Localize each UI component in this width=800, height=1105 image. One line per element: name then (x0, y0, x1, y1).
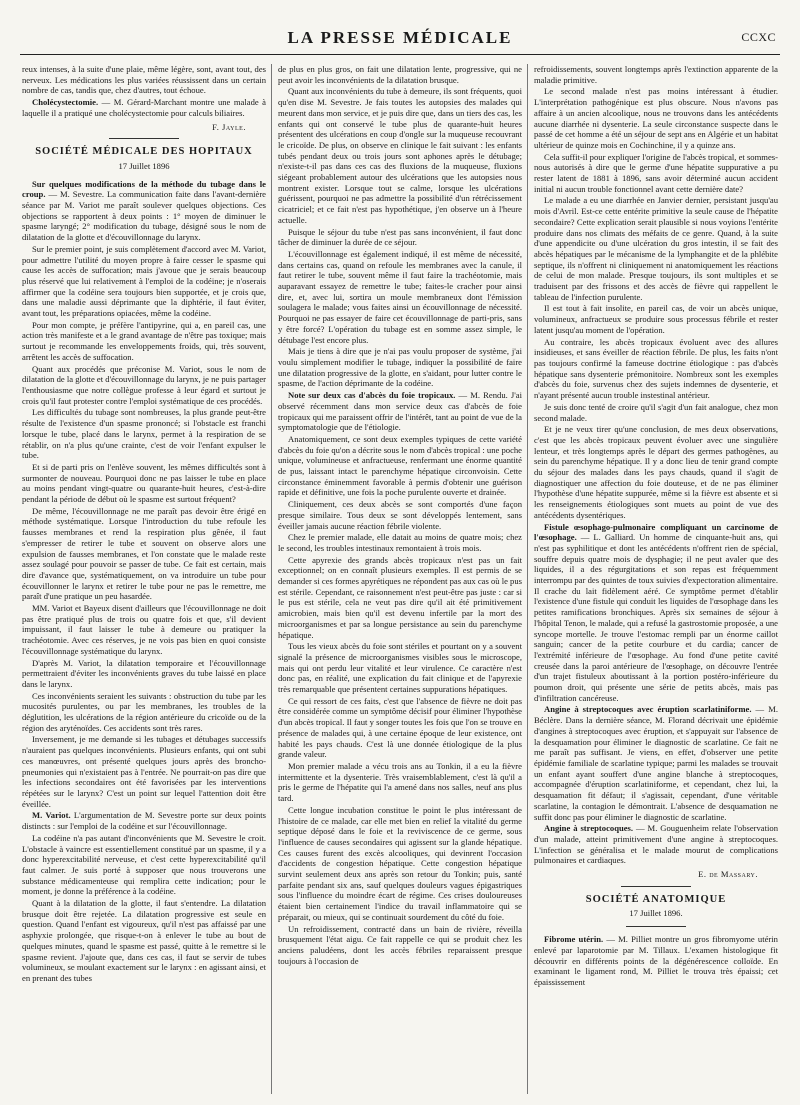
page-header (20, 28, 780, 54)
column-right (534, 64, 778, 1094)
paragraph: Les difficultés du tubage sont nombreuses, la plus grande peut-être résulte de l'existence d'un spasme prononcé; si l'obstacle est franchi lorsque le tube, placé dans le larynx, permet à la respiration de se rétablir, on n'a plus qu'une crainte, c'est de voir l'enfant expulser le tube. (22, 407, 266, 461)
article-text: L'argumentation de M. Sevestre porte sur deux points distincts : sur l'emploi de la codéine et sur l'écouvillonnage. (22, 810, 266, 832)
paragraph: Cela suffit-il pour expliquer l'origine de l'abcès tropical, et sommes-nous autorisés à dire que le germe d'une hépatite suppurative a pu rester latent de 1881 à 1896, sans avoir déterminé aucun accident initial ni aucun trouble fonctionnel avant cette dernière date? (534, 151, 778, 194)
paragraph: Mon premier malade a vécu trois ans au Tonkin, il a eu la fièvre intermittente et la dysenterie. Très vraisemblablement, c'est là qu'il a pris le germe de l'hépatite qui l'a amené dans nos salles, neuf ans plus tard. (278, 761, 522, 804)
article-text: — L. Galliard. Un homme de cinquante-huit ans, qui n'est pas syphilitique et dont les antécédents n'offrent rien de spécial, souffre depuis quatre mois de dysphagie; il ne peut avaler que des liquides, il a des régurgitations et son repas est fréquemment interrompu par des quintes de toux suivies d'expectoration alimentaire. Il crache du lait fidèlement aéré. Ce symptôme permet d'établir l'existence d'une fistule qui conduit les liquides de l'œsophage dans les petites ramifications bronchiques. Après six semaines de séjour à l'hôpital Tenon, le malade, qui a refusé la gastrostomie proposée, a une syncope mortelle. Je trouve l'estomac rempli par un énorme caillot sanguin; cancer de la petite courbure et du cardia; cancer de l'extrémité inférieure de l'œsophage. Au fond d'une petite cavité creusée dans la paroi antérieure de l'œsophage, on découvre l'entrée d'un trajet fistuleux aboutissant à la portion postéro-inférieure du poumon droit, qui présente une série de petits abcès, mais pas d'infiltration cancéreuse. (534, 532, 778, 703)
paragraph: De même, l'écouvillonnage ne me paraît pas devoir être érigé en méthode systématique. Lorsque l'introduction du tube refoule les fausses membranes et rend la respiration plus gênée, il faut s'empresser de retirer le tube et souvent on observe alors une expulsion de fausses membranes, et l'on constate que le malade reste assez soulagé pour pouvoir se passer de tube. Ce fait est certain, mais dire d'avance que, systématiquement, on va introduire un tube pour écouvillonner le larynx et retirer le tube pour ne pas le remettre, me paraît d'une pratique un peu hasardée. (22, 505, 266, 602)
paragraph: de plus en plus gros, on fait une dilatation lente, progressive, qui ne peut avoir les inconvénients de la dilatation brusque. (278, 64, 522, 85)
running-title: LA PRESSE MÉDICALE (287, 28, 513, 47)
article-abces-foie (278, 390, 522, 433)
section-title: SOCIÉTÉ MÉDICALE DES HOPITAUX (35, 146, 253, 158)
author-signature: E. de Massary. (698, 869, 758, 880)
article-variot-reply (22, 810, 266, 831)
article-angine-streptocoques (534, 823, 778, 866)
paragraph: Sur le premier point, je suis complètement d'accord avec M. Variot, pour admettre l'utilité du moyen propre à faire cesser le spasme qui cause les accès de suffocation; mais j'avoue que je serais beaucoup plus réservé que lui relativement à l'emploi de la codéine; je n'oserais affirmer que la codéine sera toujours bien supportée, et je crois que, dans une maladie aussi déprimante que la diphtérie, il faut éviter, avant tout, les préparations opiacées, même la codéine. (22, 243, 266, 319)
article-text: — M. Gouguenheim relate l'observation d'un malade, atteint primitivement d'une angine à streptocoques. L'infection se généralisa et le malade mourut de complications pulmonaires et cardiaques. (534, 823, 778, 866)
paragraph: Quant à la dilatation de la glotte, il faut s'entendre. La dilatation brusque doit être rejetée. La dilatation progressive est seule en question. Quand l'enfant est vigoureux, qu'il n'est pas affaissé par une asphyxie prolongée, que risque-t-on à enlever le tube au bout de quelques minutes, quand le spasme est passé, quitte à le remettre si le spasme revient. J'ajoute que, dans ces cas, il faut se servir de tubes volumineux, se moulant exactement sur le larynx : en agissant ainsi, et en prenant des tubes (22, 898, 266, 983)
column-middle (278, 64, 522, 1094)
speaker-lead: M. Variot. (32, 810, 71, 821)
paragraph: Au contraire, les abcès tropicaux évoluent avec des allures insidieuses, et sans éveiller de réaction fébrile. De plus, les faits n'ont pas toujours confirmé la fameuse doctrine étiologique : pas d'abcès hépatique sans dysenterie prémonitoire. Nombreux sont les exemples d'abcès du foie, survenus chez des sujets indemnes de dysenterie, et n'ayant présenté aucun trouble instestinal antérieur. (534, 336, 778, 401)
paragraph: Quant aux inconvénients du tube à demeure, ils sont fréquents, quoi qu'en dise M. Sevestre. Je fais toutes les autopsies des malades qui meurent dans mon service, et je puis dire que, dans un tiers des cas, les enfants qui ont conservé le tube plus de quarante-huit heures présentent des ulcérations en coup d'ongle sur la muqueuse recouvrant le cricoïde. De plus, on observe en clinique le fait suivant : les enfants tubés pendant deux ou trois jours sont aphones après le détubage; n'existe-t-il pas dans ces cas des fluxions de la muqueuse, fluxions siégeant probablement autour des ulcérations que les autopsies nous montrent exister. Lorsque tout se calme, lorsque les ulcérations guérissent, pourquoi ne pas admettre la possibilité d'un rétrécissement cicatriciel; et ce fait n'est pas hypothétique, j'en observe un à l'heure actuelle. (278, 86, 522, 225)
article-angine-scarlatiniforme (534, 704, 778, 822)
article-text: — M. Gérard-Marchant montre une malade à laquelle il a pratiqué une cholécystectomie pour calculs biliaires. (22, 97, 266, 118)
page-number: CCXC (741, 30, 776, 44)
section-rule (109, 138, 179, 139)
paragraph: refroidissements, souvent longtemps après l'extinction apparente de la maladie primitive. (534, 64, 778, 85)
paragraph: La codéine n'a pas autant d'inconvénients que M. Sevestre le croit. L'obstacle à vaincre est essentiellement constitué par un spasme, il y a donc hyperexcitabilité nerveuse, et c'est cette hyperexcitabilité qu'il faut calmer. Je suis porté à supposer que nous trouverons une substance médicamenteuse qui remplira cette indication; pour le moment, je donne la préférence à la codéine. (22, 832, 266, 897)
paragraph: Mais je tiens à dire que je n'ai pas voulu proposer de système, j'ai voulu simplement modifier le tubage, indiquer la possibilité de faire une dilatation progressive de la glotte, en s'aidant, pour lutter contre le spasme, de l'action déprimante de la codéine. (278, 346, 522, 389)
article-text: — M. Rendu. J'ai observé récemment dans mon service deux cas d'abcès de foie tropicaux qui me paraissent offrir de l'intérêt, tant au point de vue de la symptomatologie que de l'étiologie. (278, 390, 522, 433)
article-text: — M. Pilliet montre un gros fibromyome utérin enlevé par laparotomie par M. Tillaux. L'examen histologique fit découvrir en différents points de la dégénérescence colloïde. En examinant le ligament rond, M. Pilliet le trouva très épaissi; cet épaississement (534, 934, 778, 987)
paragraph: Et si de parti pris on l'enlève souvent, les mêmes difficultés sont à surmonter de nouveau. Pourquoi donc ne pas laisser le tube en place au moins pendant vingt-quatre ou quarante-huit heures, c'est-à-dire pendant la période de début où le spasme est surtout fréquent? (22, 461, 266, 505)
paragraph: Et je ne veux tirer qu'une conclusion, de mes deux observations, c'est que les abcès tropicaux peuvent évoluer avec une singulière lenteur, et très longtemps après le départ des germes pathogènes, au sein du parenchyme hépatique. Il y a donc lieu de tenir grand compte du séjour des malades dans les pays chauds, quand il s'agit de diagnostiquer une affection du foie douteuse, et de ne pas éliminer l'hypothèse d'une hépatite suppurée, même si la fièvre est absente et si les renseignements étiologiques sont muets au point de vue des antécédents dysentériques. (534, 424, 778, 520)
paragraph: Inversement, je me demande si les tubages et détubages successifs n'auraient pas quelques inconvénients. Plusieurs enfants, qui ont subi ces manœuvres, ont présenté quelques jours après des broncho-pneumonies qui n'existaient pas à l'entrée. Ne pourrait-on pas dire que les infections secondaires ont été favorisées par les interventions répétées sur le larynx? C'est un point sur lequel l'attention doit être éveillée. (22, 734, 266, 809)
paragraph: Chez le premier malade, elle datait au moins de quatre mois; chez le second, les troubles intestinaux remontaient à trois mois. (278, 532, 522, 553)
paragraph: Ces inconvénients seraient les suivants : obstruction du tube par les mucosités purulentes, ou par les membranes, les troubles de la déglutition, les ulcérations de la région antérieure du cricoïde ou de la région des aryténoïdes. Ces accidents sont très rares. (22, 690, 266, 733)
article-lead: Fibrome utérin. (544, 934, 604, 945)
paragraph: Un refroidissement, contracté dans un bain de rivière, réveilla brusquement l'état aigu. Ce fait rappelle ce qui se produit chez les anciens paludéens, dont les accès fébriles reparaissent presque toujours à l'occasion de (278, 923, 522, 966)
article-cholecystectomie (22, 97, 266, 118)
article-lead: Note sur deux cas d'abcès du foie tropicaux. (288, 390, 456, 401)
paragraph: D'après M. Variot, la dilatation temporaire et l'écouvillonnage permettraient d'éviter les inconvénients graves du tube laissé en place dans le larynx. (22, 657, 266, 689)
paragraph: Ce qui ressort de ces faits, c'est que l'absence de fièvre ne doit pas être considérée comme un symptôme décisif pour éliminer l'hypothèse d'un abcès tropical. Il faut y songer toutes les fois que l'on se trouve en présence de malades qui, à une certaine époque de leur existence, ont habité les pays chauds. C'est là une donnée étiologique de la plus grande valeur. (278, 695, 522, 760)
section-date: 17 Juillet 1896. (629, 908, 683, 919)
article-lead: Sur quelques modifications de la méthode du tubage dans le croup. (22, 178, 266, 200)
paragraph: Le malade a eu une diarrhée en Janvier dernier, persistant jusqu'au mois d'Avril. Est-ce cette entérite primitive la seule cause de l'hépatite secondaire? Cette explication serait plausible si nous voyions l'entérite produire dans nos climats des méfaits de ce genre. Quand, à la suite d'une appendicite ou d'une ulcération du gros intestin, il se fait des abcès hépatiques par le mécanisme de la lymphangite et de la phlébite septique, ils n'offrent ni cliniquement ni anatomiquement les réactions de celui de mon malade. Presque toujours, ils sont multiples et se traduisent par des frissons et des accès de fièvre qui rappellent le tableau de l'infection purulente. (534, 195, 778, 302)
paragraph: Puisque le séjour du tube n'est pas sans inconvénient, il faut donc tâcher de diminuer la durée de ce séjour. (278, 226, 522, 248)
section-subrule (626, 926, 686, 927)
paragraph: Il est tout à fait insolite, en pareil cas, de voir un abcès unique, volumineux, anfractueux se produire sous processus fébrile et rester latent jusqu'au moment de l'opération. (534, 303, 778, 335)
paragraph: MM. Variot et Bayeux disent d'ailleurs que l'écouvillonnage ne doit pas être pratiqué plus de trois ou quatre fois et que, s'il devient impuissant, il faut laisser le tube à demeure ou pratiquer la trachéotomie. Avec ces réserves, je ne vois pas bien en quoi consiste l'écouvillonnage systématique du larynx. (22, 603, 266, 656)
paragraph: L'écouvillonnage est également indiqué, il est même de nécessité, dans certains cas, quand on refoule les membranes avec la canule, il faut retirer le tube, souvent même il faut faire la trachéotomie, mais auparavant essayez de remettre le tube; faites-le cracher pour ainsi dire, et, avec lui, sortira un moule membraneux dont l'émission soulagera le malade; vous faites ainsi un écouvillonnage de nécessité. Pourquoi ne pas essayer de faire cet écouvillonnage de parti-pris, sans y être forcé? L'opération du tubage est en somme assez simple, le détubage l'est encore plus. (278, 248, 522, 345)
column-divider (527, 64, 528, 1094)
article-fistule (534, 522, 778, 704)
paragraph: Le second malade n'est pas moins intéressant à étudier. L'interprétation pathogénique est plus obscure. Nous n'avons pas affaire à un ancien alcoolique, nous ne trouvons dans les antécédents aucune diarrhée ni dysenterie. La seule circonstance suspecte dans le passé de cet homme a été un séjour de sept ans en Algérie et un habitat ultérieur de quinze mois en Cochinchine, il y a quinze ans. (534, 86, 778, 150)
paragraph: Cliniquement, ces deux abcès se sont comportés d'une façon presque similaire. Tous deux se sont développés lentement, sans éveiller jamais aucune réaction fébrile violente. (278, 499, 522, 531)
paragraph: Pour mon compte, je préfère l'antipyrine, qui a, en pareil cas, une action très manifeste et a le grand avantage de n'être pas toxique; mais surtout je recommande les enveloppements froids, qui, très souvent, arrêtent les accès de suffocation. (22, 319, 266, 362)
article-text: — M. Béclère. Dans la dernière séance, M. Florand décrivait une épidémie d'angines à streptocoques avec éruption, et s'appuyait sur l'absence de la desquamation pour éliminer le diagnostic de scarlatine. Ce fait ne me paraît pas suffisant. Je viens, en effet, d'observer une petite épidémie familiale de scarlatine typique; parmi les malades se trouvait un enfant ayant souffert d'une angine blanche à streptocoques, accompagnée d'éruption scarlatiniforme, et cependant, chez lui, la desquamation fit défaut; il s'agissait, cependant, d'une véritable scarlatine, la contagion le démontrait. L'absence de desquamation ne suffit donc pas pour éliminer le diagnostic de scarlatine. (534, 704, 778, 822)
article-lead: Cholécystectomie. (32, 97, 99, 108)
paragraph: Tous les vieux abcès du foie sont stériles et pourtant on y a souvent signalé la présence de microorganismes visibles sous le microscope, mais qui ont perdu leur vitalité et leur virulence. Ce caractère n'est donc pas, en réalité, une explication du fait clinique et de l'apyrexie très remarquable que présentent certaines suppurations hépatiques. (278, 641, 522, 695)
column-divider (271, 64, 272, 1094)
paragraph: Cette longue incubation constitue le point le plus intéressant de l'histoire de ce malade, car elle met bien en relief la vitalité du germe septique déposé dans le foie et la reviviscence de ce germe, sous l'influence de causes secondaires qui agissent sur la glande hépatique. Ces causes furent des excès alcooliques, qui devinrent l'occasion d'accidents de congestion hépatique. Cette congestion hépatique survint seulement deux ans après son retour du Tonkin; puis, santé parfaite pendant six ans, sauf quelques douleurs vagues épigastriques sous l'influence du moindre écart de régime. Ces crises douloureuses étaient bien certainement l'indice du travail inflammatoire qui se préparait, ou mieux, qui se continuait sourdement du côté du foie. (278, 804, 522, 922)
article-tubage (22, 179, 266, 243)
section-rule (621, 886, 691, 887)
section-title: SOCIÉTÉ ANATOMIQUE (585, 893, 727, 905)
article-lead: Fistule œsophago-pulmonaire compliquant un carcinome de l'œsophage. (534, 521, 778, 543)
section-date: 17 Juillet 1896 (118, 160, 170, 171)
paragraph: Cette apyrexie des grands abcès tropicaux n'est pas un fait exceptionnel; on en connaît plusieurs exemples. Il est permis de se demander si ces formes apyrétiques ne répondent pas aux cas où le pus est stérile. Cependant, ce raisonnement n'est peut-être pas juste : car si le pus est stérile, cela ne veut pas dire qu'il ait été primitivement amicrobien, mais bien qu'il est devenu infertile par la mort des microorganismes et par sa longue persistance au sein du parenchyme hépatique. (278, 554, 522, 640)
paragraph: Je suis donc tenté de croire qu'il s'agit d'un fait analogue, chez mon second malade. (534, 401, 778, 423)
article-lead: Angine à streptocoques. (544, 823, 634, 834)
article-text: — M. Sevestre. La communication faite dans l'avant-dernière séance par M. Variot me paraît soulever quelques objections. Ces objections se rapportent à deux points : 1° moyen de diminuer le spasme laryngé; 2° modification du tubage, désigné sous le nom de dilatation de la glotte et d'écouvillonnage du larynx. (22, 189, 266, 243)
paragraph: reux intenses, à la suite d'une plaie, même légère, sont, avant tout, des nerveux. Les médications les plus variées réussissent dans un certain nombre de cas, tandis que, chez d'autres, tout échoue. (22, 64, 266, 96)
author-signature: F. Jayle. (212, 121, 246, 132)
paragraph: Quant aux procédés que préconise M. Variot, sous le nom de dilatation de la glotte et d'écouvillonnage du larynx, je ne puis partager l'enthousiasme que notre collègue professe à leur égard et surtout je crois qu'il faut protester contre l'emploi systématique de ces procédés. (22, 363, 266, 406)
column-left (22, 64, 266, 1094)
paragraph: Anatomiquement, ce sont deux exemples typiques de cette variété d'abcès du foie qu'on a décrite sous le nom d'abcès tropical : une poche unique, volumineuse et anfractueuse, renfermant une énorme quantité de pus, laissant intact le parenchyme hépatique circonvoisin. Cette circonstance éminemment favorable à permis d'obtenir une guérison rapide et définitive, une fois la poche purulente ouverte et drainée. (278, 433, 522, 498)
header-rule (20, 54, 780, 55)
article-fibrome (534, 934, 778, 988)
article-lead: Angine à streptocoques avec éruption scarlatiniforme. (544, 704, 752, 715)
